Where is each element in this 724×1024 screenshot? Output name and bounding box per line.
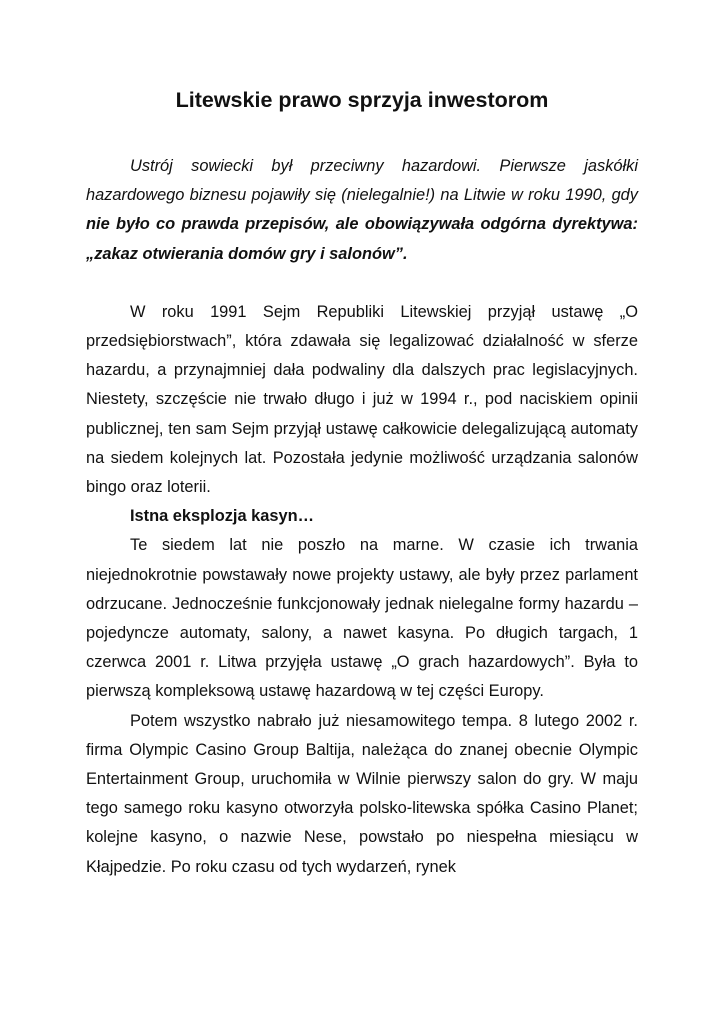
paragraph-2: W roku 1991 Sejm Republiki Litewskiej przyjął ustawę „O przedsiębiorstwach”, która zdawała się legalizować działalność w sferze hazardu, a przynajmniej dała podwaliny dla dalszych prac legislacyjnych. Niestety, szczęście nie trwało długo i już w 1994 r., pod naciskiem opinii publicznej, ten sam Sejm przyjął ustawę całkowicie delegalizującą automaty na siedem kolejnych lat. Pozostała jedynie możliwość urządzania salonów bingo oraz loterii. xyxy=(86,302,638,497)
document-page xyxy=(86,82,638,882)
paragraph-1-text: Ustrój sowiecki był przeciwny hazardowi. Pierwsze jaskółki hazardowego biznesu pojawiły się (nielegalnie!) na Litwie w roku 1990, gdy xyxy=(86,157,638,205)
paragraph-4: Potem wszystko nabrało już niesamowitego tempa. 8 lutego 2002 r. firma Olympic Casino Group Baltija, należąca do znanej obecnie Olympic Entertainment Group, uruchomiła w Wilnie pierwszy salon do gry. W maju tego samego roku kasyno otworzyła polsko-litewska spółka Casino Planet; kolejne kasyno, o nazwie Nese, powstało po niespełna miesiącu w Kłajpedzie. Po roku czasu od tych wydarzeń, rynek xyxy=(86,711,638,876)
paragraph-1 xyxy=(86,152,638,269)
paragraph-1-bold-text: nie było co prawda przepisów, ale obowiązywała odgórna dyrektywa: „zakaz otwierania domów gry i salonów”. xyxy=(86,215,638,263)
document-title: Litewskie prawo sprzyja inwestorom xyxy=(175,88,549,112)
paragraph-3: Te siedem lat nie poszło na marne. W czasie ich trwania niejednokrotnie powstawały nowe projekty ustawy, ale były przez parlament odrzucane. Jednocześnie funkcjonowały jednak nielegalne formy hazardu – pojedyncze automaty, salony, a nawet kasyna. Po długich targach, 1 czerwca 2001 r. Litwa przyjęła ustawę „O grach hazardowych”. Była to pierwszą kompleksową ustawę hazardową w tej części Europy. xyxy=(86,536,638,701)
section-heading: Istna eksplozja kasyn… xyxy=(130,507,315,526)
